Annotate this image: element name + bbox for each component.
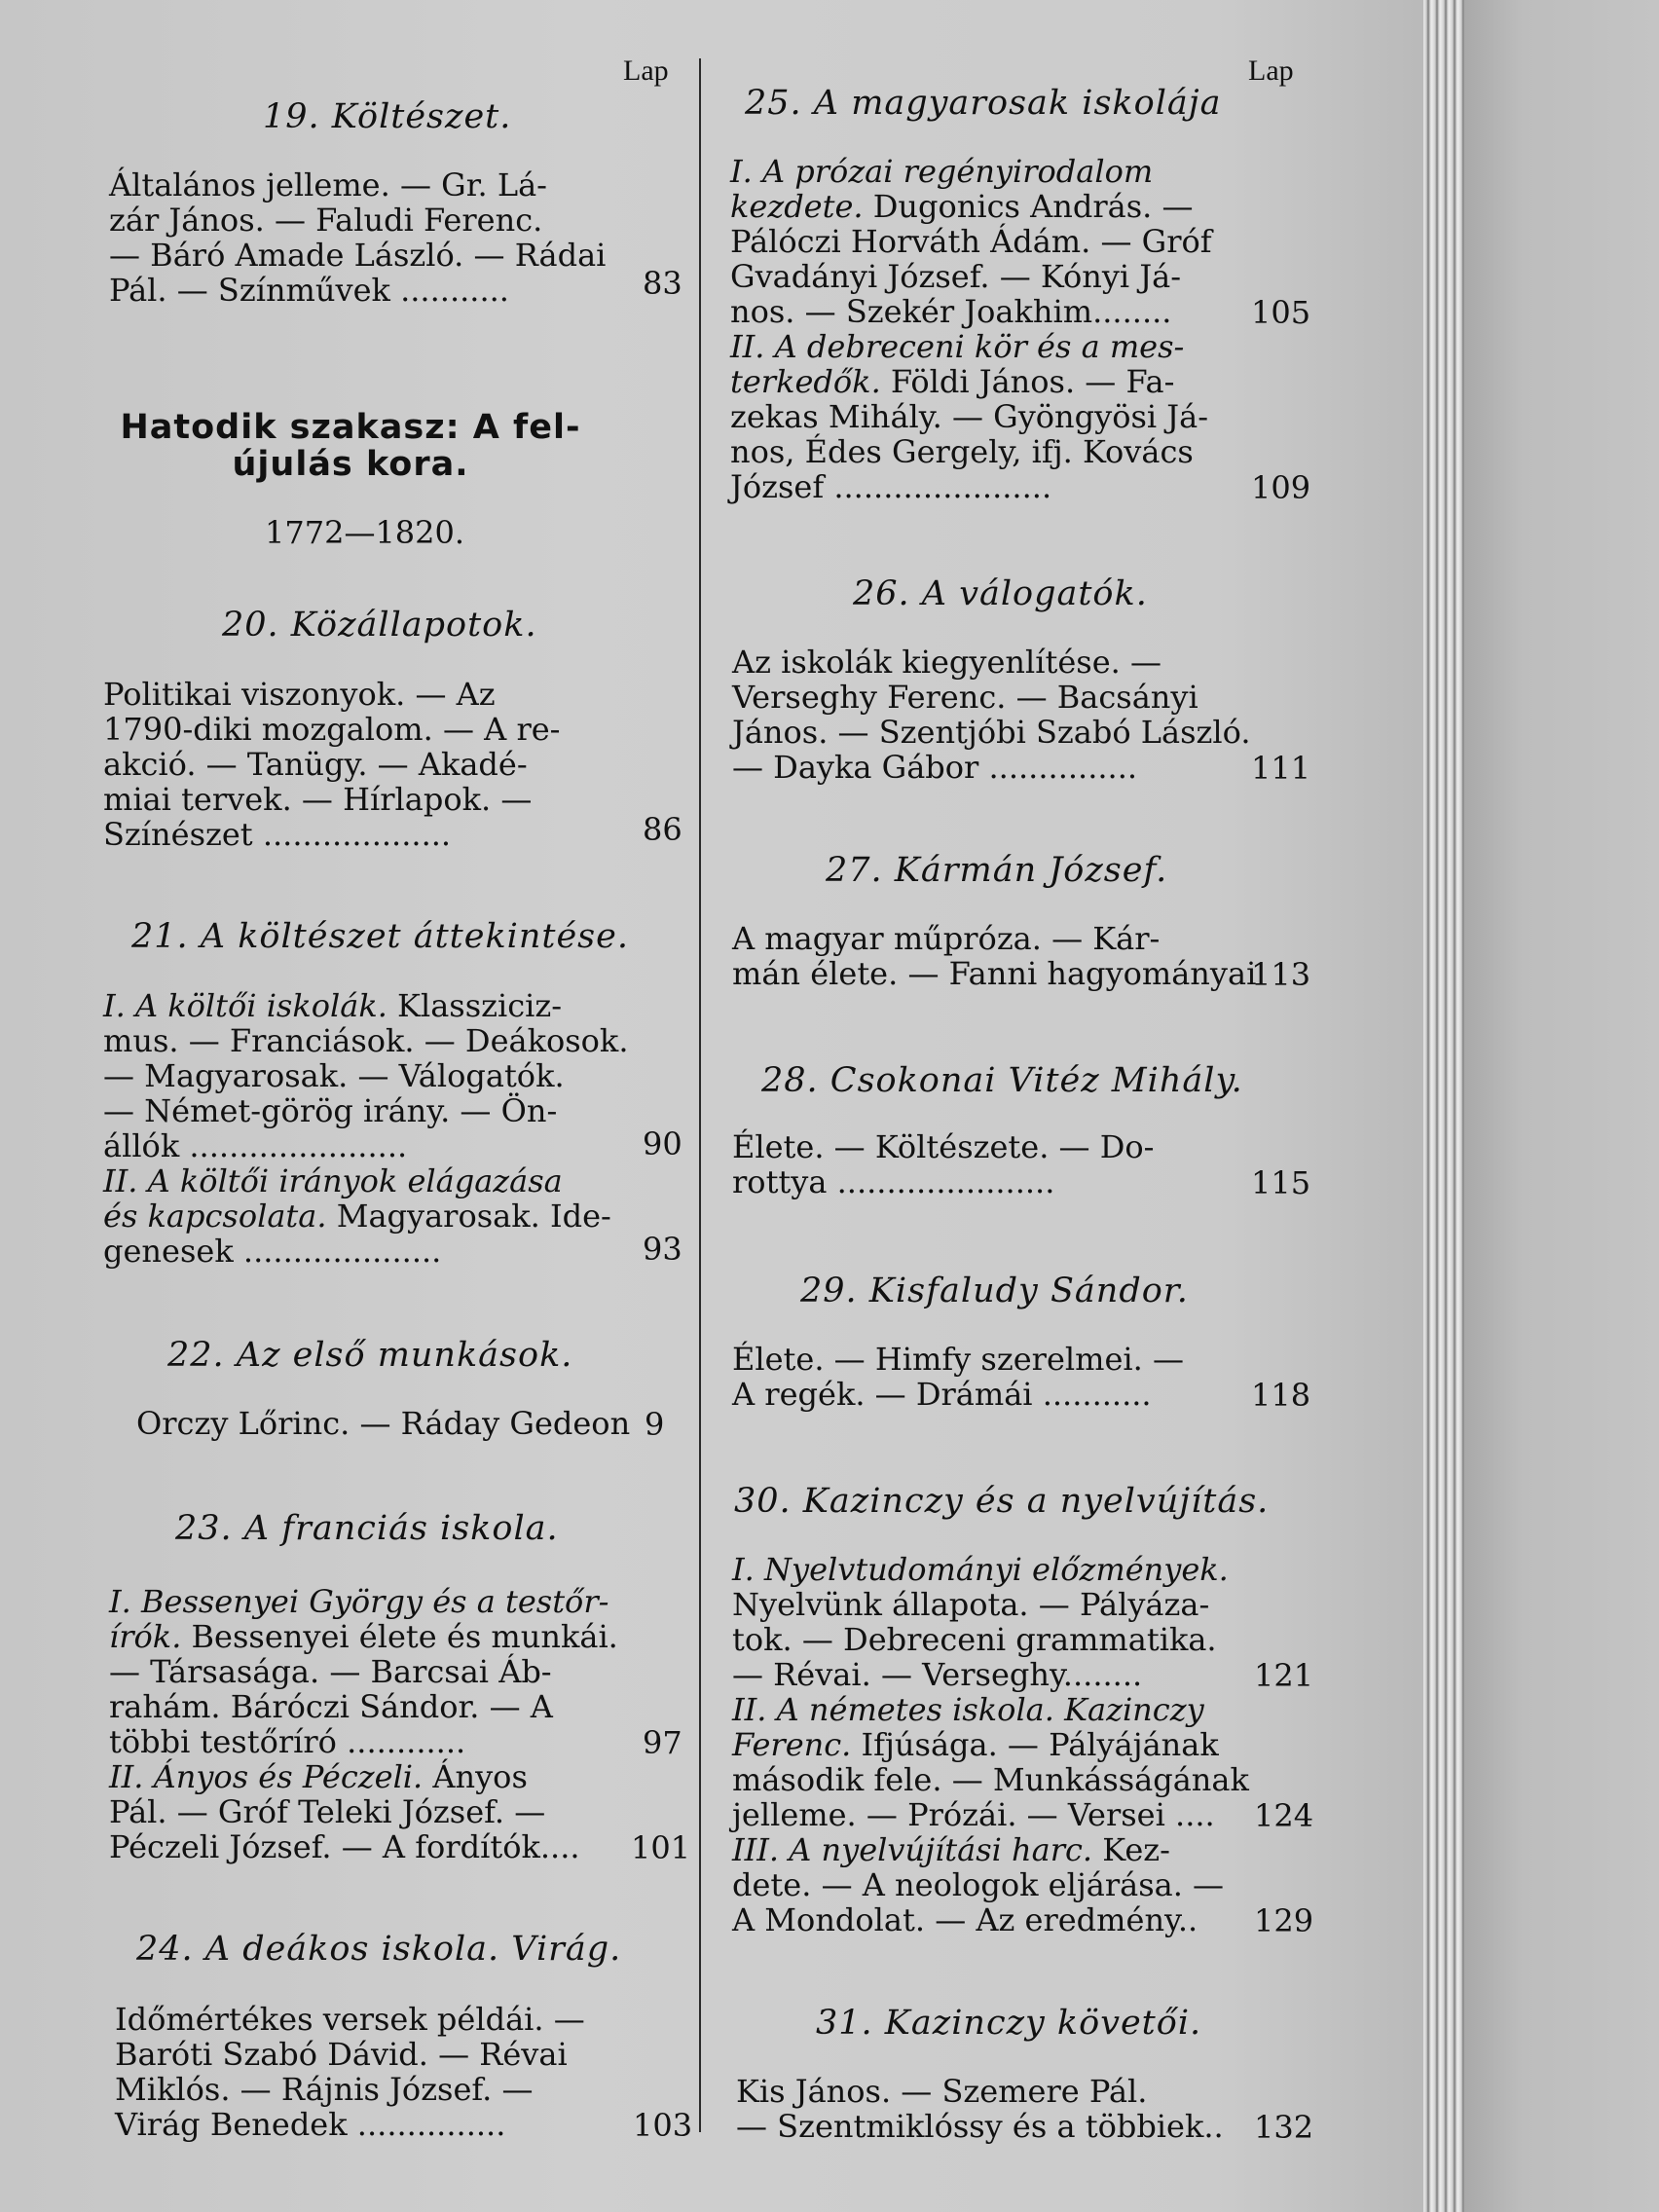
text-line (103, 1198, 609, 1234)
page-number: 129 (1254, 1902, 1314, 1939)
text-line: 1790-diki mozgalom. — A re- (103, 711, 561, 748)
section-29-title: 29. Kisfaludy Sándor. (800, 1272, 1189, 1310)
text-line: — Báró Amade László. — Rádai (109, 237, 607, 274)
text-fragment: Ányos (423, 1758, 528, 1795)
section-29-entry (732, 1342, 1238, 1412)
subsection-title: I. A költői iskolák. (103, 987, 387, 1024)
section-23-entry (109, 1583, 618, 1865)
section-27-title: 27. Kármán József. (826, 851, 1168, 890)
text-line: Pálóczi Horváth Ádám. — Gróf (730, 223, 1212, 260)
text-fragment: Bessenyei élete és munkái. (181, 1618, 618, 1655)
lap-header-right: Lap (1248, 55, 1294, 87)
section-21-title: 21. A költészet áttekintése. (131, 917, 629, 956)
section-20-entry (103, 677, 609, 852)
text-line: genesek .................... (103, 1233, 442, 1270)
section-26-entry (732, 644, 1251, 786)
text-line: II. A debreceni kör és a mes- (730, 328, 1185, 365)
subsection-title: III. A nyelvújítási harc. (732, 1831, 1093, 1868)
section-27-entry (732, 920, 1257, 992)
text-line: Miklós. — Rájnis József. — (115, 2071, 534, 2108)
text-line: Kis János. — Szemere Pál. (736, 2073, 1148, 2110)
section-23-title: 23. A franciás iskola. (175, 1509, 559, 1548)
text-line (732, 1832, 1238, 1867)
text-line: Élete. — Himfy szerelmei. — (732, 1341, 1184, 1378)
page-number: 121 (1254, 1657, 1314, 1694)
text-line: Élete. — Költészete. — Do- (732, 1128, 1155, 1165)
text-fragment: Földi János. — Fa- (880, 363, 1175, 400)
text-line: zár János. — Faludi Ferenc. (109, 202, 543, 239)
page-number: 118 (1251, 1377, 1311, 1414)
section-19-entry (109, 167, 606, 308)
text-line: mán élete. — Fanni hagyományai (732, 955, 1257, 992)
subsection-title: II. Ányos és Péczeli. (109, 1758, 424, 1795)
text-fragment: Kez- (1092, 1831, 1170, 1868)
page-number: 86 (643, 811, 682, 848)
text-line: tok. — Debreceni grammatika. (732, 1621, 1217, 1658)
page-edge (1423, 0, 1464, 2212)
part-6-years: 1772—1820. (265, 514, 465, 551)
text-line: többi testőríró ............ (109, 1723, 466, 1760)
background-surface (1464, 0, 1659, 2212)
subsection-title: terkedők. (730, 363, 881, 400)
text-line: Verseghy Ferenc. — Bacsányi (732, 679, 1198, 716)
page-number: 97 (643, 1724, 682, 1761)
section-25-entry (730, 154, 1236, 504)
text-line: rottya ...................... (732, 1163, 1055, 1200)
part-title-line: újulás kora. (232, 445, 469, 484)
text-line: Időmértékes versek példái. — (115, 2001, 585, 2038)
text-line: I. Nyelvtudományi előzmények. (732, 1551, 1229, 1588)
subsection-title: írók. (109, 1618, 182, 1655)
section-24-title: 24. A deákos iskola. Virág. (136, 1930, 622, 1969)
section-30-entry (732, 1551, 1249, 1938)
subsection-title: és kapcsolata. (103, 1198, 327, 1235)
text-line: — Magyarosak. — Válogatók. (103, 1057, 565, 1094)
text-line: Politikai viszonyok. — Az (103, 676, 496, 713)
text-line: — Társasága. — Barcsai Áb- (109, 1653, 552, 1690)
page-number: 101 (631, 1829, 691, 1866)
text-line: Pál. — Gróf Teleki József. — (109, 1793, 546, 1830)
section-26-title: 26. A válogatók. (853, 574, 1148, 613)
page-number: 93 (643, 1231, 682, 1268)
text-line: nos. — Szekér Joakhim........ (730, 293, 1172, 330)
text-line: Pál. — Színművek ........... (109, 272, 509, 309)
text-line: — Dayka Gábor ............... (732, 749, 1138, 786)
text-line: I. Bessenyei György és a testőr- (109, 1583, 609, 1620)
text-line: — Szentmiklóssy és a többiek.. (736, 2108, 1224, 2145)
section-22-entry: Orczy Lőrinc. — Ráday Gedeon (136, 1405, 631, 1442)
section-25-title: 25. A magyarosak iskolája (745, 84, 1222, 123)
text-line: mus. — Franciások. — Deákosok. (103, 1022, 629, 1059)
text-line: A Mondolat. — Az eredmény.. (732, 1901, 1198, 1938)
text-fragment: Dugonics András. — (863, 188, 1194, 225)
text-line: János. — Szentjóbi Szabó László. (732, 714, 1251, 751)
text-line (103, 988, 609, 1023)
text-line: állók ...................... (103, 1127, 408, 1164)
text-line: II. A németes iskola. Kazinczy (732, 1691, 1204, 1728)
section-30-title: 30. Kazinczy és a nyelvújítás. (734, 1482, 1270, 1521)
page-number: 103 (633, 2107, 693, 2144)
text-line: Nyelvünk állapota. — Pályáza- (732, 1586, 1210, 1623)
page-number: 111 (1251, 750, 1311, 787)
column-divider (699, 58, 701, 2132)
text-line (732, 1727, 1238, 1762)
part-6-title (97, 409, 604, 483)
text-line (730, 189, 1236, 224)
section-31-title: 31. Kazinczy követői. (816, 2004, 1202, 2043)
text-line (109, 1759, 615, 1794)
section-28-entry (732, 1129, 1238, 1199)
page-number: 105 (1251, 294, 1311, 331)
text-line: Gvadányi József. — Kónyi Já- (730, 258, 1182, 295)
text-line: A regék. — Drámái ........... (732, 1376, 1152, 1413)
text-line: jelleme. — Prózái. — Versei .... (732, 1796, 1215, 1833)
text-line: miai tervek. — Hírlapok. — (103, 781, 533, 818)
text-line: Baróti Szabó Dávid. — Révai (115, 2036, 568, 2073)
text-line: második fele. — Munkásságának (732, 1761, 1249, 1798)
section-22-title: 22. Az első munkások. (167, 1336, 573, 1375)
text-line: Színészet ................... (103, 816, 452, 853)
text-line: I. A prózai regényirodalom (730, 153, 1154, 190)
text-fragment: Ifjúsága. — Pályájának (851, 1726, 1219, 1763)
text-line: Az iskolák kiegyenlítése. — (732, 644, 1161, 681)
page-number: 115 (1251, 1164, 1311, 1201)
page-number: 132 (1254, 2109, 1314, 2146)
page-number: 113 (1251, 956, 1311, 993)
text-line: Péczeli József. — A fordítók.... (109, 1828, 580, 1865)
section-24-entry (115, 2002, 621, 2142)
text-line: akció. — Tanügy. — Akadé- (103, 746, 528, 783)
page-number: 9 (645, 1406, 665, 1443)
text-line: József ...................... (730, 468, 1052, 505)
subsection-title: kezdete. (730, 188, 864, 225)
text-line: Általános jelleme. — Gr. Lá- (109, 166, 547, 203)
text-fragment: Klassziciz- (387, 987, 563, 1024)
text-line: — Német-görög irány. — Ön- (103, 1092, 558, 1129)
page-number: 90 (643, 1125, 682, 1162)
page-number: 83 (643, 265, 682, 302)
section-20-title: 20. Közállapotok. (222, 606, 537, 645)
text-line: Virág Benedek ............... (115, 2106, 506, 2143)
subsection-title: Ferenc. (732, 1726, 852, 1763)
lap-header-left: Lap (623, 55, 669, 87)
section-31-entry (736, 2074, 1242, 2144)
page-number: 124 (1254, 1797, 1314, 1834)
section-28-title: 28. Csokonai Vitéz Mihály. (761, 1061, 1243, 1100)
text-line: A magyar műpróza. — Kár- (732, 920, 1161, 957)
text-line: rahám. Báróczi Sándor. — A (109, 1688, 553, 1725)
text-line: zekas Mihály. — Gyöngyösi Já- (730, 398, 1209, 435)
text-line (730, 364, 1236, 399)
text-fragment: Magyarosak. Ide- (326, 1198, 611, 1235)
text-line: dete. — A neologok eljárása. — (732, 1866, 1225, 1903)
page-number: 109 (1251, 469, 1311, 506)
section-19-title: 19. Költészet. (263, 97, 512, 136)
text-line: — Révai. — Verseghy........ (732, 1656, 1143, 1693)
section-21-entry (103, 987, 629, 1270)
part-title-line: Hatodik szakasz: A fel- (120, 408, 581, 447)
text-line: II. A költői irányok elágazása (103, 1162, 563, 1199)
text-line: nos, Édes Gergely, ifj. Kovács (730, 433, 1194, 470)
text-line (109, 1618, 618, 1655)
